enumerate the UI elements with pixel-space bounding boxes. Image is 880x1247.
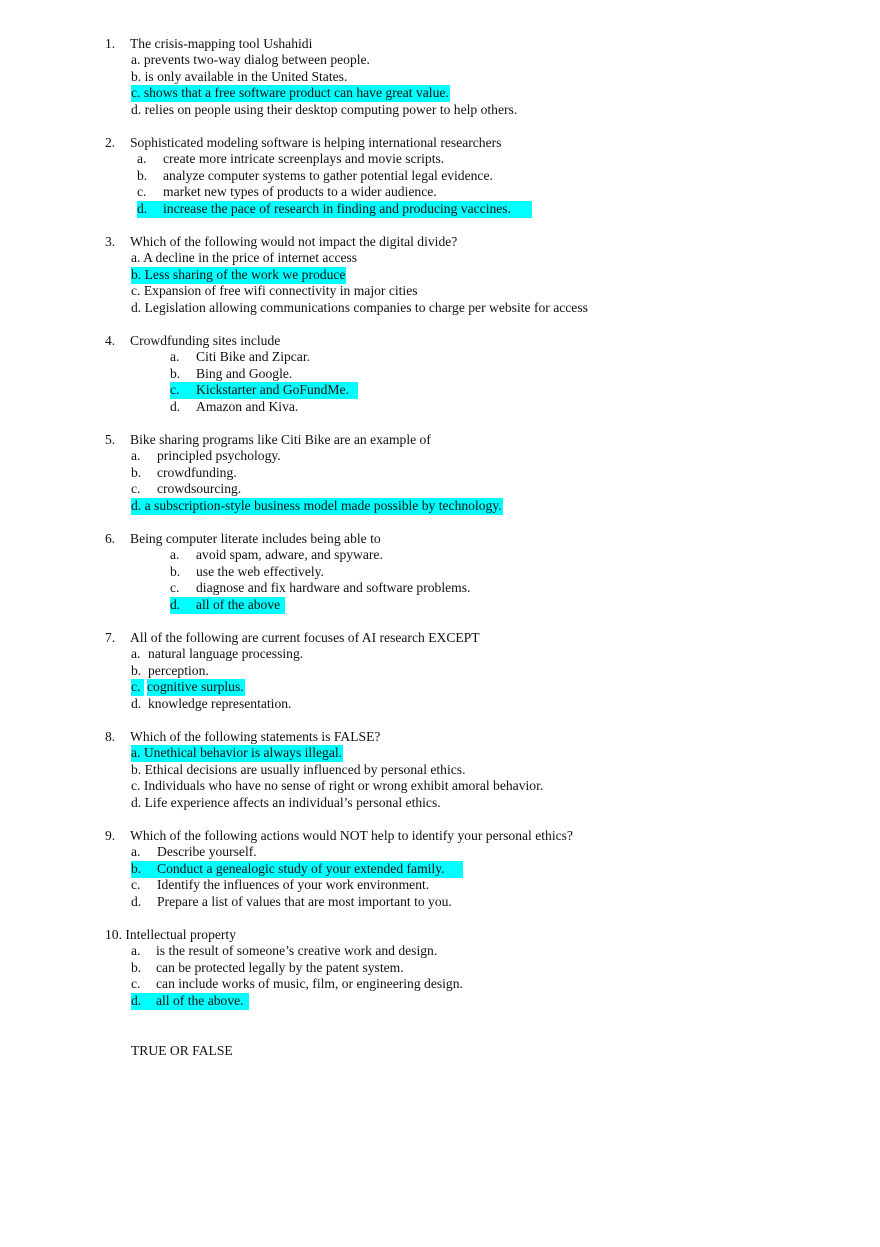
- q7-option-d: d. knowledge representation.: [131, 696, 292, 711]
- question-6-stem: 6. Being computer literate includes being able to: [105, 531, 381, 546]
- q8-option-c: c. Individuals who have no sense of right or wrong exhibit amoral behavior.: [131, 778, 544, 793]
- q3-option-a: a. A decline in the price of internet access: [131, 250, 358, 265]
- q9-option-c: c. Identify the influences of your work environment.: [131, 877, 430, 892]
- answer-highlight: cognitive surplus.: [147, 679, 244, 694]
- answer-highlight: c. Kickstarter and GoFundMe.: [170, 382, 358, 399]
- question-5-stem: 5. Bike sharing programs like Citi Bike are an example of: [105, 432, 431, 447]
- question-4-stem: 4. Crowdfunding sites include: [105, 333, 281, 348]
- q4-option-b: b. Bing and Google.: [170, 366, 293, 381]
- answer-highlight: c.: [131, 679, 144, 696]
- q8-option-d: d. Life experience affects an individual’s personal ethics.: [131, 795, 441, 810]
- question-9-stem: 9. Which of the following actions would NOT help to identify your personal ethics?: [105, 828, 573, 843]
- section-heading: TRUE OR FALSE: [131, 1043, 233, 1058]
- answer-highlight: d. a subscription-style business model made possible by technology.: [131, 498, 502, 513]
- q4-option-c: [170, 382, 358, 399]
- question-3-stem: 3. Which of the following would not impact the digital divide?: [105, 234, 458, 249]
- q6-option-c: c. diagnose and fix hardware and software problems.: [170, 580, 471, 595]
- answer-highlight: b. Conduct a genealogic study of your extended family.: [131, 861, 463, 878]
- q10-option-b: b. can be protected legally by the patent system.: [131, 960, 404, 975]
- q9-option-d: d. Prepare a list of values that are most important to you.: [131, 894, 452, 909]
- answer-highlight: a. Unethical behavior is always illegal.: [131, 745, 343, 760]
- q1-option-d: d. relies on people using their desktop computing power to help others.: [131, 102, 518, 117]
- answer-highlight: c. shows that a free software product can have great value.: [131, 85, 449, 100]
- q8-option-a: [131, 745, 343, 762]
- q4-option-d: d. Amazon and Kiva.: [170, 399, 299, 414]
- q10-option-d: [131, 993, 249, 1010]
- q7-option-c: [131, 679, 244, 696]
- answer-highlight: b. Less sharing of the work we produce: [131, 267, 346, 282]
- q10-option-a: a. is the result of someone’s creative work and design.: [131, 943, 438, 958]
- q2-option-c: c. market new types of products to a wider audience.: [137, 184, 437, 199]
- q5-option-c: c. crowdsourcing.: [131, 481, 242, 496]
- q5-option-a: a. principled psychology.: [131, 448, 281, 463]
- answer-highlight: d. all of the above.: [131, 993, 249, 1010]
- q3-option-b: [131, 267, 346, 284]
- q6-option-a: a. avoid spam, adware, and spyware.: [170, 547, 383, 562]
- q3-option-d: d. Legislation allowing communications companies to charge per website for access: [131, 300, 588, 315]
- question-8-stem: 8. Which of the following statements is FALSE?: [105, 729, 381, 744]
- answer-highlight: d. all of the above: [170, 597, 285, 614]
- q10-option-c: c. can include works of music, film, or engineering design.: [131, 976, 463, 991]
- q2-option-d: [137, 201, 532, 218]
- question-1-stem: 1. The crisis-mapping tool Ushahidi: [105, 36, 313, 51]
- q5-option-d: [131, 498, 503, 515]
- q1-option-b: b. is only available in the United States.: [131, 69, 348, 84]
- q3-option-c: c. Expansion of free wifi connectivity in major cities: [131, 283, 418, 298]
- q7-option-a: a. natural language processing.: [131, 646, 304, 661]
- q4-option-a: a. Citi Bike and Zipcar.: [170, 349, 311, 364]
- q2-option-b: b. analyze computer systems to gather potential legal evidence.: [137, 168, 493, 183]
- q6-option-d: [170, 597, 285, 614]
- question-2-stem: 2. Sophisticated modeling software is helping international researchers: [105, 135, 502, 150]
- question-10-stem: 10. Intellectual property: [105, 927, 236, 942]
- q7-option-b: b. perception.: [131, 663, 209, 678]
- answer-highlight: d. increase the pace of research in finding and producing vaccines.: [137, 201, 532, 218]
- q8-option-b: b. Ethical decisions are usually influenced by personal ethics.: [131, 762, 466, 777]
- q1-option-c: [131, 85, 450, 102]
- q1-option-a: a. prevents two-way dialog between people.: [131, 52, 370, 67]
- q6-option-b: b. use the web effectively.: [170, 564, 324, 579]
- q9-option-a: a. Describe yourself.: [131, 844, 257, 859]
- q9-option-b: [131, 861, 463, 878]
- question-7-stem: 7. All of the following are current focuses of AI research EXCEPT: [105, 630, 480, 645]
- q2-option-a: a. create more intricate screenplays and movie scripts.: [137, 151, 445, 166]
- q5-option-b: b. crowdfunding.: [131, 465, 237, 480]
